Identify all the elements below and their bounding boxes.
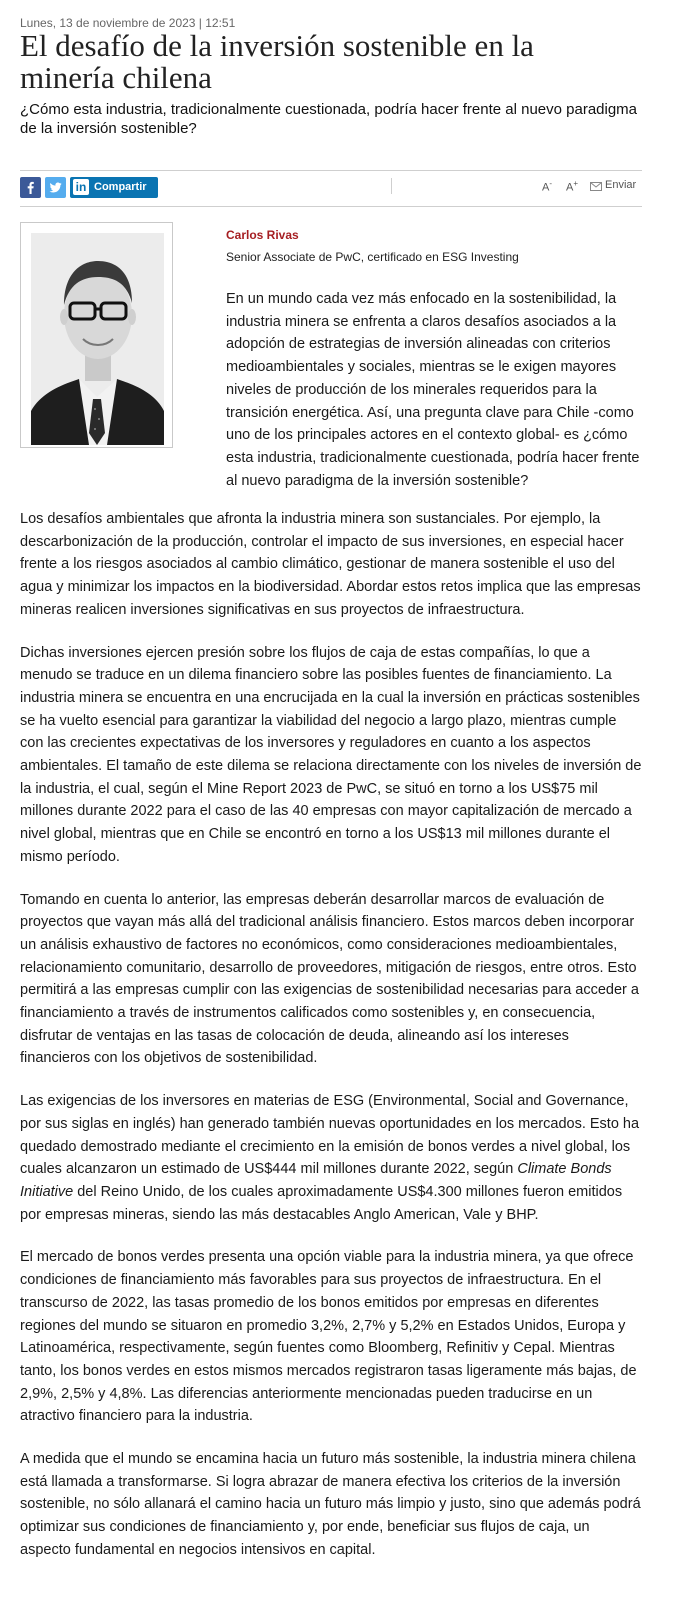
author-photo-frame bbox=[20, 222, 173, 448]
send-button[interactable] bbox=[590, 179, 636, 191]
divider-top bbox=[20, 170, 642, 171]
lead-paragraph: En un mundo cada vez más enfocado en la sostenibilidad, la industria minera se enfrenta a claros desafíos asociados a la adopción de estrategias de inversión alineadas con criterios medioambientales y sociales, mientras se le exigen mayores niveles de producción de los minerales requeridos para la transición energética. Así, una pregunta clave para Chile -como uno de los principales actores en el contexto global- es ¿cómo esta industria, tradicionalmente cuestionada, podría hacer frente al nuevo paradigma de la inversión sostenible? bbox=[226, 291, 640, 489]
envelope-icon bbox=[590, 182, 602, 191]
share-label: Compartir bbox=[94, 181, 147, 193]
climate-bonds-initiative: Climate Bonds Initiative bbox=[20, 1161, 612, 1200]
article-body bbox=[20, 508, 642, 1582]
linkedin-share-button[interactable] bbox=[70, 177, 158, 198]
twitter-share-button[interactable] bbox=[45, 177, 66, 198]
body-paragraph: Tomando en cuenta lo anterior, las empresas deberán desarrollar marcos de evaluación de proyectos que vayan más allá del tradicional análisis financiero. Estos marcos deben incorporar un análisis exhaustivo de factores no económicos, como consideraciones medioambientales, relacionamiento comunitario, desarrollo de proveedores, mitigación de riesgos, entre otros. Esto permitirá a las empresas cumplir con las exigencias de sostenibilidad necesarias para acceder a financiamiento a través de instrumentos calificados como sostenibles y, en consecuencia, disfrutar de ventajas en las tasas de colocación de deuda, alineando así los intereses financieros con los objetivos de sostenibilidad. bbox=[20, 891, 639, 1067]
article-title: El desafío de la inversión sostenible en la minería chilena bbox=[20, 28, 534, 95]
body-paragraph: El mercado de bonos verdes presenta una opción viable para la industria minera, ya que ofrece condiciones de financiamiento más favorables para sus proyectos de infraestructura. En el transcurso de 2022, las tasas promedio de los bonos emitidos por empresas en diferentes regiones del mundo se situaron en promedio 3,2%, 2,7% y 5,2% en Estados Unidos, Europa y Latinoamérica, respectivamente, según fuentes como Bloomberg, Refinitiv y Cepal. Mientras tanto, los bonos verdes en estos mismos mercados registraron tasas ligeramente más bajas, de 2,9%, 2,5% y 4,8%. Las diferencias anteriormente mencionadas pueden traducirse en un atractivo financiero para la industria. bbox=[20, 1249, 637, 1425]
article-subtitle: ¿Cómo esta industria, tradicionalmente cuestionada, podría hacer frente al nuevo paradigma de la inversión sostenible? bbox=[20, 101, 638, 137]
article-dateline: Lunes, 13 de noviembre de 2023 | 12:51 bbox=[20, 16, 236, 30]
author-photo bbox=[31, 233, 164, 445]
divider-bottom bbox=[20, 206, 642, 207]
facebook-icon bbox=[20, 177, 41, 198]
send-label: Enviar bbox=[605, 179, 637, 191]
author-name: Carlos Rivas bbox=[226, 228, 299, 242]
body-paragraph: Dichas inversiones ejercen presión sobre los flujos de caja de estas compañías, lo que a menudo se traduce en un dilema financiero sobre las posibles fuentes de financiamiento. La industria minera se encuentra en una encrucijada en la cual la inversión en prácticas sostenibles se ha vuelto esencial para garantizar la viabilidad del negocio a largo plazo, mientras cumple con las crecientes expectativas de los inversores y reguladores en cuanto a los aspectos ambientales. El tamaño de este dilema se relaciona directamente con los niveles de inversión de la industria, el cual, según el Mine Report 2023 de PwC, se situó en torno a los US$75 mil millones durante 2022 para el caso de las 40 empresas con mayor capitalización de mercado a nivel global, mientras que en Chile se encontró en torno a los US$13 mil millones durante el mismo período. bbox=[20, 644, 642, 865]
share-toolbar bbox=[20, 176, 642, 198]
facebook-share-button[interactable] bbox=[20, 177, 41, 198]
body-paragraph: Las exigencias de los inversores en materias de ESG (Environmental, Social and Governance, por sus siglas en inglés) han generado también nuevas oportunidades en los mercados. Esto ha quedado demostrado mediante el crecimiento en la emisión de bonos verdes a nivel global, los cuales alcanzaron un estimado de US$444 mil millones durante 2022, según Climate Bonds Initiative del Reino Unido, de los cuales aproximadamente US$4.300 millones fueron emitidos por empresas mineras, siendo las más destacables Anglo American, Vale y BHP. bbox=[20, 1093, 640, 1223]
linkedin-icon: in bbox=[73, 179, 89, 195]
twitter-icon bbox=[45, 177, 66, 198]
body-paragraph: Los desafíos ambientales que afronta la industria minera son sustanciales. Por ejemplo, la descarbonización de la producción, controlar el impacto de sus inversiones, en especial hacer frente a los riesgos asociados al cambio climático, gestionar de manera sostenible el uso del agua y minimizar los impactos en la biodiversidad. Abordar estos retos implica que las empresas mineras realicen inversiones significativas en sus proyectos de infraestructura. bbox=[20, 511, 641, 618]
body-paragraph: A medida que el mundo se encamina hacia un futuro más sostenible, la industria minera chilena está llamada a transformarse. Si logra abrazar de manera efectiva los criterios de la inversión sostenible, no sólo allanará el camino hacia un futuro más limpio y justo, sino que además podrá optimizar sus condiciones de financiamiento y, por ende, beneficiar sus flujos de caja, un aspecto fundamental en negocios intensivos en capital. bbox=[20, 1451, 641, 1558]
toolbar-separator bbox=[391, 178, 392, 194]
author-role: Senior Associate de PwC, certificado en ESG Investing bbox=[226, 250, 519, 264]
font-increase-button[interactable]: A+ bbox=[566, 179, 579, 194]
font-decrease-button[interactable]: A- bbox=[542, 179, 553, 194]
